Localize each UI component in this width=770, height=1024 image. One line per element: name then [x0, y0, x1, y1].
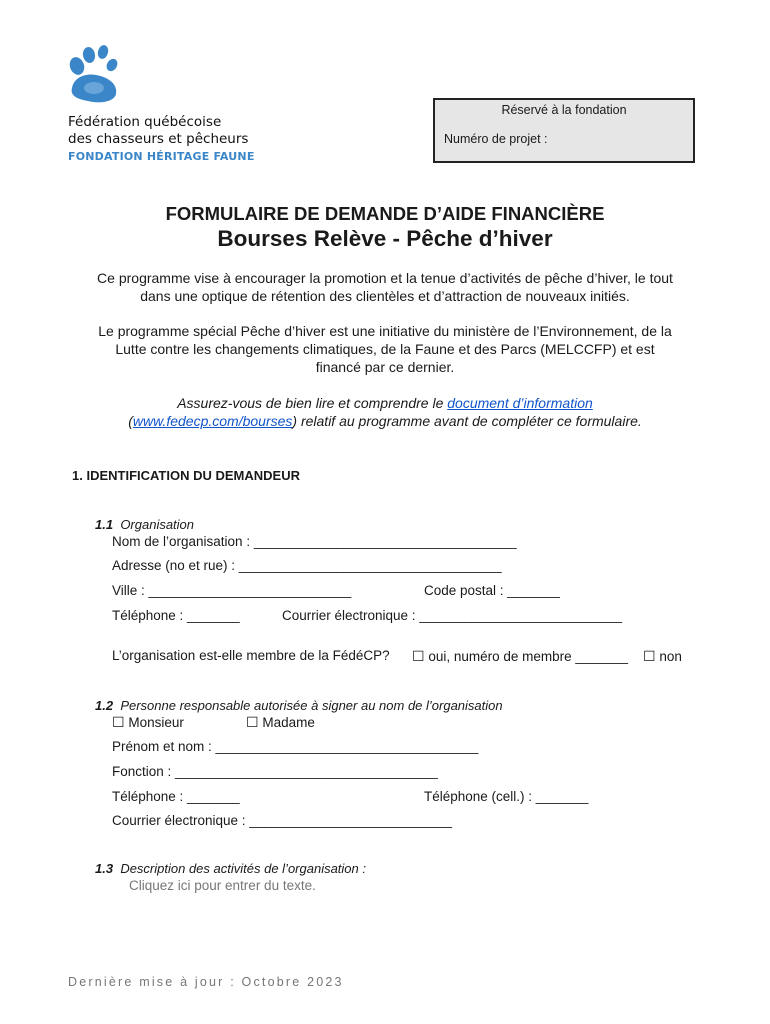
- organization-logo-text: [68, 114, 255, 166]
- subsection-1-3-number: 1.3: [95, 861, 114, 876]
- logo-line-1: Fédération québécoise: [68, 114, 222, 130]
- membership-no-checkbox[interactable]: ☐: [643, 648, 656, 664]
- subsection-1-2-title: Personne responsable autorisée à signer au nom de l’organisation: [120, 698, 503, 713]
- membership-no-label: non: [659, 649, 682, 664]
- intro-p2-line-1: Le programme spécial Pêche d’hiver est une initiative du ministère de l’Environnement, de la: [98, 323, 672, 339]
- form-title: FORMULAIRE DE DEMANDE D’AIDE FINANCIÈRE: [165, 203, 605, 224]
- membership-yes-option[interactable]: [412, 648, 628, 665]
- intro-p3-suffix: ) relatif au programme avant de compléter ce formulaire.: [292, 413, 642, 429]
- subsection-1-1-title: Organisation: [120, 517, 195, 532]
- subsection-1-3-heading: [95, 861, 366, 876]
- responsible-phone-field[interactable]: Téléphone : _______: [112, 789, 240, 804]
- subsection-1-3-title: Description des activités de l’organisation :: [120, 861, 366, 876]
- monsieur-checkbox[interactable]: ☐: [112, 714, 125, 730]
- subsection-1-1-number: 1.1: [95, 517, 114, 532]
- madame-option[interactable]: [246, 714, 315, 731]
- monsieur-label: Monsieur: [128, 715, 184, 730]
- intro-p3-open-paren: (: [128, 413, 133, 429]
- responsible-email-field[interactable]: Courrier électronique : ___________________________: [112, 813, 453, 828]
- reserved-for-foundation-box: [433, 98, 695, 163]
- function-field[interactable]: Fonction : ___________________________________: [112, 764, 438, 779]
- logo-line-2: des chasseurs et pêcheurs: [68, 131, 249, 147]
- activities-description-input[interactable]: Cliquez ici pour entrer du texte.: [129, 878, 316, 893]
- fedecp-paw-logo: [64, 44, 128, 106]
- subsection-1-2-number: 1.2: [95, 698, 114, 713]
- project-number-label: Numéro de projet :: [444, 132, 548, 146]
- section-1-heading: 1. IDENTIFICATION DU DEMANDEUR: [72, 468, 300, 483]
- intro-p3-prefix: Assurez-vous de bien lire et comprendre le: [177, 395, 448, 411]
- membership-question: L’organisation est-elle membre de la FédéCP?: [112, 648, 390, 663]
- subsection-1-1-heading: [95, 517, 194, 532]
- membership-yes-checkbox[interactable]: ☐: [412, 648, 425, 664]
- subsection-1-2-heading: [95, 698, 503, 713]
- monsieur-option[interactable]: [112, 714, 184, 731]
- madame-checkbox[interactable]: ☐: [246, 714, 259, 730]
- address-field[interactable]: Adresse (no et rue) : ___________________________________: [112, 558, 502, 573]
- intro-p1-line-1: Ce programme vise à encourager la promotion et la tenue d’activités de pêche d’hiver, le tout: [97, 270, 673, 286]
- intro-p2-line-3: financé par ce dernier.: [315, 359, 455, 375]
- phone-field[interactable]: Téléphone : _______: [112, 608, 240, 623]
- madame-label: Madame: [262, 715, 315, 730]
- postal-code-field[interactable]: Code postal : _______: [424, 583, 560, 598]
- last-update-footer: Dernière mise à jour : Octobre 2023: [68, 975, 344, 989]
- email-field[interactable]: Courrier électronique : ___________________________: [282, 608, 623, 623]
- membership-no-option[interactable]: [643, 648, 682, 665]
- fullname-field[interactable]: Prénom et nom : ___________________________________: [112, 739, 479, 754]
- intro-p2-line-2: Lutte contre les changements climatiques, de la Faune et des Parcs (MELCCFP) et est: [115, 341, 655, 357]
- fedecp-bourses-link[interactable]: www.fedecp.com/bourses: [132, 413, 293, 429]
- membership-yes-label: oui, numéro de membre _______: [428, 649, 628, 664]
- intro-paragraph-1: [70, 269, 700, 305]
- intro-paragraph-2: [70, 322, 700, 376]
- logo-line-3: FONDATION HÉRITAGE FAUNE: [68, 150, 255, 163]
- city-field[interactable]: Ville : ___________________________: [112, 583, 352, 598]
- reserved-box-title: Réservé à la fondation: [501, 103, 627, 117]
- document-information-link[interactable]: document d’information: [447, 395, 593, 411]
- intro-p1-line-2: dans une optique de rétention des clientèles et d’attraction de nouveaux initiés.: [140, 288, 630, 304]
- form-subtitle: Bourses Relève - Pêche d’hiver: [217, 226, 553, 251]
- organization-name-field[interactable]: Nom de l’organisation : ___________________________________: [112, 534, 517, 549]
- responsible-cell-field[interactable]: Téléphone (cell.) : _______: [424, 789, 589, 804]
- intro-paragraph-3: [70, 394, 700, 430]
